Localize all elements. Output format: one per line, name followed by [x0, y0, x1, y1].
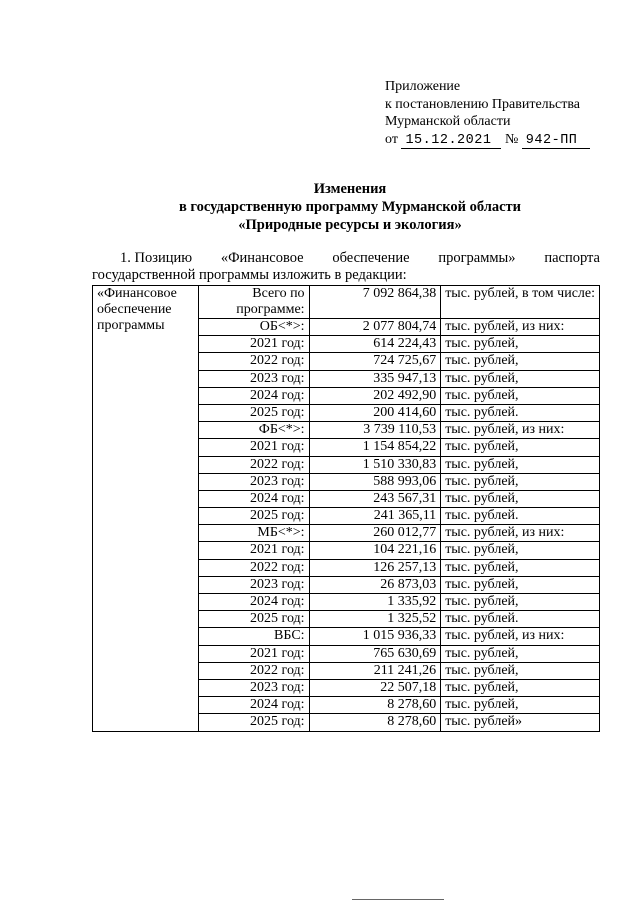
decree-date: 15.12.2021	[401, 134, 501, 149]
attachment-date-line	[385, 131, 590, 149]
row-amount: 724 725,67	[309, 353, 441, 370]
row-amount: 26 873,03	[309, 576, 441, 593]
row-amount: 8 278,60	[309, 697, 441, 714]
row-unit: тыс. рублей,	[441, 679, 600, 696]
row-label: 2025 год:	[199, 714, 309, 731]
row-label: 2022 год:	[199, 662, 309, 679]
intro-word: «Финансовое	[220, 250, 304, 266]
row-unit: тыс. рублей,	[441, 662, 600, 679]
row-amount: 1 325,52	[309, 611, 441, 628]
row-unit: тыс. рублей, из них:	[441, 628, 600, 645]
attachment-line-1: Приложение	[385, 79, 461, 94]
row-label: 2021 год:	[199, 542, 309, 559]
document-title	[60, 180, 640, 234]
row-unit: тыс. рублей»	[441, 714, 600, 731]
row-unit: тыс. рублей, из них:	[441, 525, 600, 542]
intro-word: паспорта	[544, 250, 600, 266]
row-amount: 3 739 110,53	[309, 422, 441, 439]
row-label: 2023 год:	[199, 473, 309, 490]
row-unit: тыс. рублей,	[441, 559, 600, 576]
row-unit: тыс. рублей, из них:	[441, 422, 600, 439]
financing-table	[92, 285, 600, 732]
row-amount: 2 077 804,74	[309, 319, 441, 336]
row-label: 2024 год:	[199, 387, 309, 404]
row-unit: тыс. рублей, из них:	[441, 319, 600, 336]
attachment-line-2: к постановлению Правительства	[385, 96, 581, 112]
row-label: 2023 год:	[199, 576, 309, 593]
row-label: МБ<*>:	[199, 525, 309, 542]
row-amount: 1 335,92	[309, 594, 441, 611]
row-label: 2022 год:	[199, 559, 309, 576]
row-label: 2025 год:	[199, 508, 309, 525]
row-label: 2021 год:	[199, 439, 309, 456]
row-label: 2024 год:	[199, 697, 309, 714]
row-unit: тыс. рублей,	[441, 697, 600, 714]
row-unit: тыс. рублей.	[441, 404, 600, 421]
intro-word: 1. Позицию	[120, 250, 193, 266]
row-amount: 211 241,26	[309, 662, 441, 679]
row-unit: тыс. рублей,	[441, 645, 600, 662]
row-unit: тыс. рублей,	[441, 576, 600, 593]
row-amount: 202 492,90	[309, 387, 441, 404]
title-line-2: в государственную программу Мурманской области	[178, 199, 522, 215]
date-prefix: от	[385, 131, 398, 147]
position-title-cell: «Финансовое обеспечение программы	[93, 286, 199, 732]
row-unit: тыс. рублей, в том числе:	[441, 286, 600, 319]
row-unit: тыс. рублей,	[441, 542, 600, 559]
attachment-line-3: Мурманской области	[385, 114, 511, 129]
row-unit: тыс. рублей,	[441, 456, 600, 473]
row-label: ВБС:	[199, 628, 309, 645]
number-prefix: №	[504, 131, 519, 147]
row-unit: тыс. рублей,	[441, 490, 600, 507]
row-amount: 243 567,31	[309, 490, 441, 507]
intro-word: обеспечение	[332, 250, 410, 266]
row-label: 2022 год:	[199, 353, 309, 370]
row-unit: тыс. рублей,	[441, 353, 600, 370]
row-unit: тыс. рублей,	[441, 439, 600, 456]
row-unit: тыс. рублей,	[441, 387, 600, 404]
row-label: 2024 год:	[199, 490, 309, 507]
row-label: ОБ<*>:	[199, 319, 309, 336]
row-unit: тыс. рублей.	[441, 508, 600, 525]
row-label: 2025 год:	[199, 611, 309, 628]
row-amount: 1 015 936,33	[309, 628, 441, 645]
row-label: Всего по программе:	[199, 286, 309, 319]
table-row	[93, 286, 600, 319]
decree-number: 942-ПП	[522, 134, 590, 149]
row-amount: 765 630,69	[309, 645, 441, 662]
row-unit: тыс. рублей.	[441, 611, 600, 628]
row-label: 2022 год:	[199, 456, 309, 473]
row-amount: 8 278,60	[309, 714, 441, 731]
intro-line-1	[92, 250, 600, 267]
row-amount: 241 365,11	[309, 508, 441, 525]
footer-divider	[352, 899, 444, 900]
row-label: 2021 год:	[199, 336, 309, 353]
row-label: 2025 год:	[199, 404, 309, 421]
row-amount: 614 224,43	[309, 336, 441, 353]
row-label: 2024 год:	[199, 594, 309, 611]
row-amount: 588 993,06	[309, 473, 441, 490]
row-amount: 126 257,13	[309, 559, 441, 576]
intro-word: программы»	[438, 250, 516, 266]
row-amount: 22 507,18	[309, 679, 441, 696]
row-amount: 7 092 864,38	[309, 286, 441, 319]
row-label: 2023 год:	[199, 370, 309, 387]
row-amount: 1 510 330,83	[309, 456, 441, 473]
title-line-3: «Природные ресурсы и экология»	[238, 217, 462, 233]
title-line-1: Изменения	[313, 181, 387, 197]
row-label: 2023 год:	[199, 679, 309, 696]
row-amount: 104 221,16	[309, 542, 441, 559]
financing-table-body	[93, 286, 600, 732]
row-amount: 260 012,77	[309, 525, 441, 542]
row-amount: 1 154 854,22	[309, 439, 441, 456]
row-label: ФБ<*>:	[199, 422, 309, 439]
intro-line-2: государственной программы изложить в редакции:	[92, 267, 407, 283]
row-amount: 335 947,13	[309, 370, 441, 387]
row-unit: тыс. рублей,	[441, 473, 600, 490]
attachment-header	[385, 78, 590, 149]
row-unit: тыс. рублей,	[441, 370, 600, 387]
row-unit: тыс. рублей,	[441, 336, 600, 353]
row-unit: тыс. рублей,	[441, 594, 600, 611]
intro-paragraph	[92, 250, 600, 284]
row-amount: 200 414,60	[309, 404, 441, 421]
row-label: 2021 год:	[199, 645, 309, 662]
